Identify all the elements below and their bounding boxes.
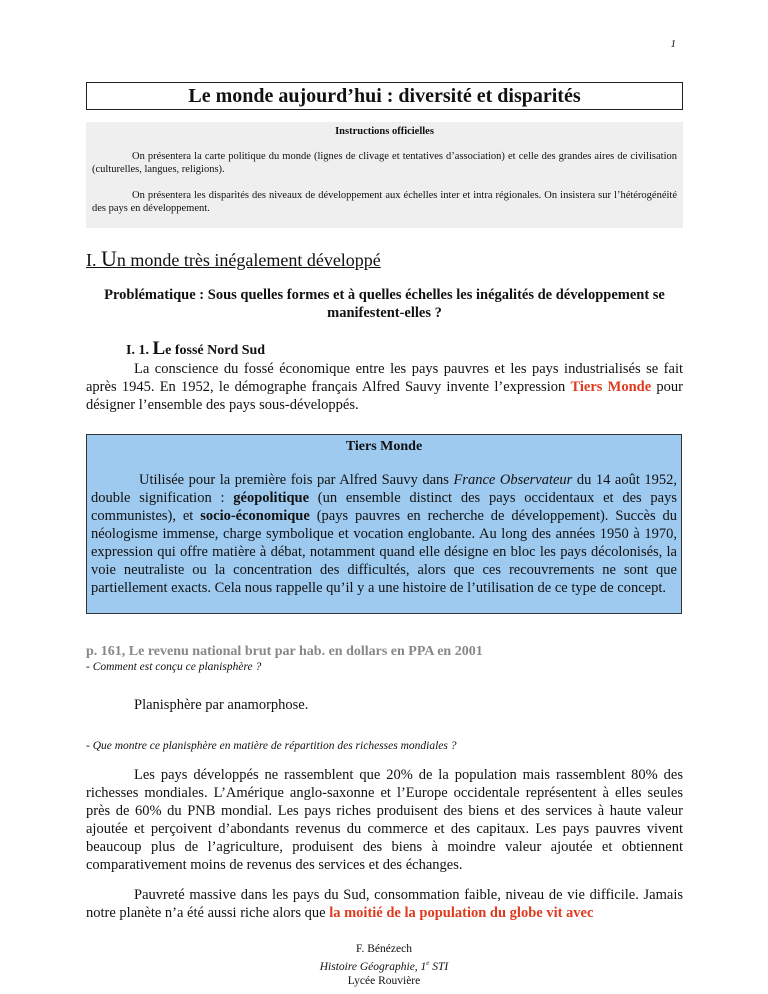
tiers-text-part: du 14 août 1952, double signification : xyxy=(91,472,677,506)
paragraph-intro-text: La conscience du fossé économique entre les pays pauvres et les pays industrialisés se fait après 1945. En 1952, le démographe français Alfred Sauvy invente l’expression xyxy=(86,361,683,395)
answer-1: Planisphère par anamorphose. xyxy=(134,697,309,713)
journal-name: France Observateur xyxy=(453,472,573,488)
subsection-prefix: I. 1. xyxy=(126,343,153,358)
paragraph-richesses: Les pays développés ne rassemblent que 20% de la population mais rassemblent 80% des richesses mondiales. L’Amérique anglo-saxonne et l’Europe occidentale représentent à elles seules près de 60% du PNB mondial. Les pays riches produisent des biens et des services à haute valeur ajoutée et perçoivent d’abondants revenus du commerce et des capitaux. Les pays pauvres vivent beaucoup plus de l’agriculture, produisent des biens à moindre valeur ajoutée et obtiennent comparativement moins de revenus des services et des échanges. xyxy=(86,767,683,873)
instructions-box xyxy=(86,122,683,228)
tiers-monde-box-title: Tiers Monde xyxy=(345,439,423,454)
tiers-text-part: (un ensemble distinct des pays occidentaux et des pays communistes), et xyxy=(91,490,678,524)
tiers-monde-definition-box xyxy=(86,434,682,614)
footer-course xyxy=(0,956,768,974)
subsection-title xyxy=(126,338,265,360)
instructions-paragraph-1: On présentera la carte politique du monde (lignes de clivage et tentatives d’association) et celle des grandes aires de civilisation (culturelles, langues, religions). xyxy=(92,151,677,175)
footer-school: Lycée Rouvière xyxy=(347,974,421,987)
page-footer xyxy=(0,942,768,988)
moitie-population-highlight: la moitié de la population du globe vit avec xyxy=(329,905,594,921)
paragraph-intro xyxy=(86,360,683,414)
instructions-paragraph-2: On présentera les disparités des niveaux de développement aux échelles inter et intra régionales. On insistera sur l’hétérogénéité des pays en développement. xyxy=(92,190,677,214)
tiers-monde-box-text xyxy=(91,471,677,597)
question-1: - Comment est conçu ce planisphère ? xyxy=(86,661,262,673)
document-title: Le monde aujourd’hui : diversité et disparités xyxy=(86,82,683,110)
footer-course-name: Histoire Géographie, 1 xyxy=(319,960,427,973)
section-title-rest: n monde très inégalement développé xyxy=(116,250,381,270)
keyword-geopolitique: géopolitique xyxy=(233,490,310,506)
section-title xyxy=(86,246,381,272)
page-number: 1 xyxy=(670,38,676,50)
section-prefix: I. xyxy=(86,250,101,270)
subsection-initial: L xyxy=(152,338,166,359)
tiers-monde-highlight: Tiers Monde xyxy=(570,379,652,395)
paragraph-intro-end: pour désigner l’ensemble des pays sous-développés. xyxy=(86,379,683,413)
problematique: Problématique : Sous quelles formes et à quelles échelles les inégalités de développement se manifestent-elles ? xyxy=(104,287,665,321)
footer-course-level: STI xyxy=(429,960,449,973)
question-2: - Que montre ce planisphère en matière de répartition des richesses mondiales ? xyxy=(86,740,457,752)
footer-author: F. Bénézech xyxy=(356,943,412,955)
instructions-heading: Instructions officielles xyxy=(335,126,434,137)
subsection-title-rest: e fossé Nord Sud xyxy=(165,343,266,358)
footer-course-sup: e xyxy=(426,959,430,967)
textbook-reference: p. 161, Le revenu national brut par hab. en dollars en PPA en 2001 xyxy=(86,644,483,659)
tiers-text-part: Utilisée pour la première fois par Alfred Sauvy dans xyxy=(139,472,454,488)
section-initial: U xyxy=(101,246,117,271)
paragraph-pauvrete xyxy=(86,886,683,922)
keyword-socio-economique: socio-économique xyxy=(200,508,310,524)
tiers-text-part: (pays pauvres en recherche de développement). Succès du néologisme immense, charge symbolique et vocation englobante. Au long des années 1950 à 1970, expression qui offre matière à débat, notamment quand elle désigne en bloc les pays décolonisés, la voie neutraliste ou la concentration des difficultés, alors que ces recouvrements ne sont que partiellement exacts. Cela nous rappelle qu’il y a une histoire de l’utilisation de ce type de concept. xyxy=(91,508,677,596)
paragraph-pauvrete-text: Pauvreté massive dans les pays du Sud, consommation faible, niveau de vie difficile. Jamais notre planète n’a été aussi riche alors que xyxy=(86,887,683,921)
